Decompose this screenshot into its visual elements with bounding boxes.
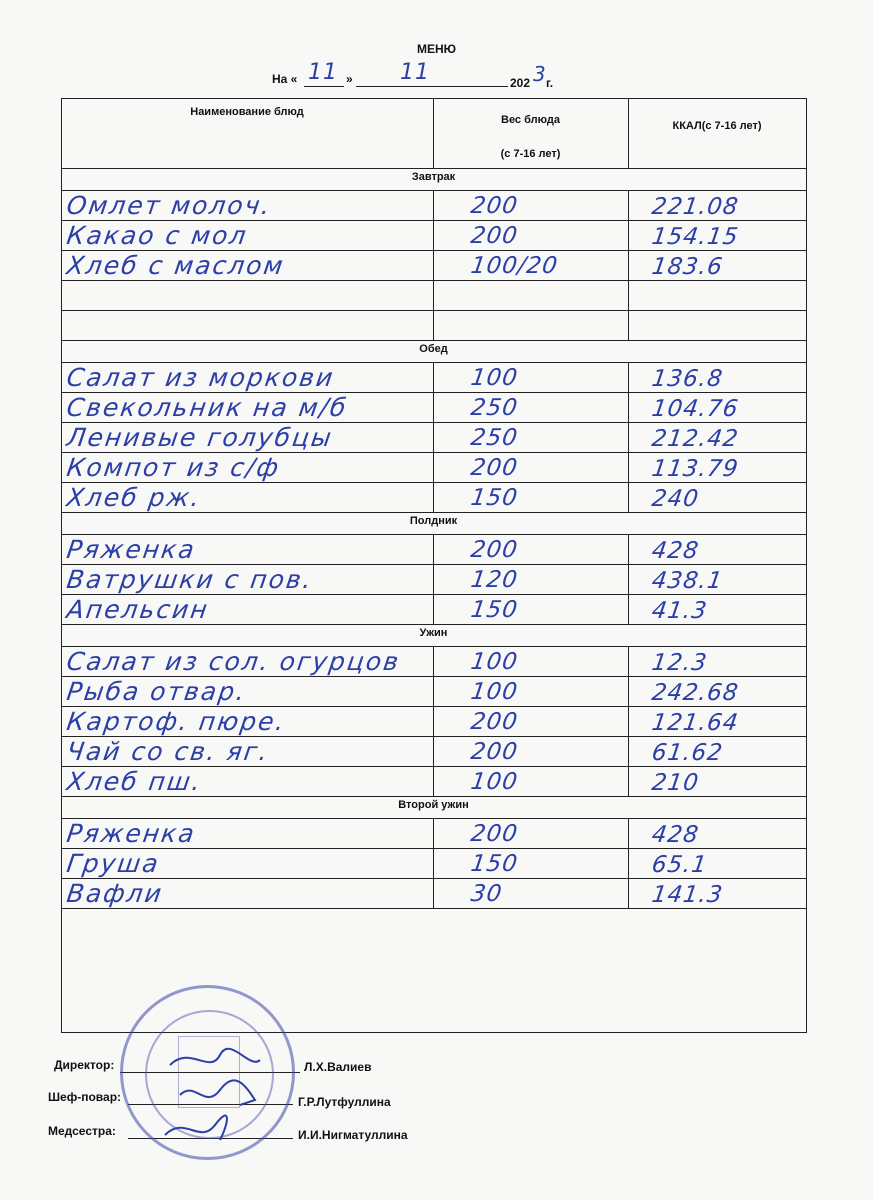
year-prefix: 202: [510, 76, 531, 90]
handwritten-signatures: [160, 1040, 280, 1150]
dish-name: Какао с мол: [64, 221, 250, 250]
chef-name: Г.Р.Лутфуллина: [298, 1095, 391, 1109]
year-digit: 3: [533, 62, 547, 86]
dish-kcal: 136.8: [650, 366, 725, 392]
dish-name: Свекольник на м/б: [64, 393, 350, 422]
dish-kcal: 12.3: [650, 650, 710, 676]
dish-name: Груша: [64, 849, 162, 878]
dish-weight: 200: [469, 223, 520, 249]
dish-name: Хлеб пш.: [64, 767, 205, 796]
nurse-label: Медсестра:: [48, 1124, 116, 1138]
dish-weight: 200: [469, 709, 520, 735]
dish-name: Апельсин: [64, 595, 211, 624]
director-label: Директор:: [54, 1058, 115, 1072]
dish-name: Салат из сол. огурцов: [64, 647, 403, 676]
dish-kcal: 240: [650, 486, 701, 512]
dish-weight: 30: [469, 881, 505, 907]
section-title-snack: Полдник: [409, 515, 458, 527]
col-header-kcal: ККАЛ(с 7-16 лет): [672, 120, 762, 132]
dish-name: Салат из моркови: [64, 363, 337, 392]
date-day: 11: [308, 60, 338, 85]
dish-kcal: 212.42: [650, 426, 741, 452]
dish-name: Вафли: [64, 879, 166, 908]
dish-name: Омлет молоч.: [64, 191, 274, 220]
dish-kcal: 141.3: [650, 882, 725, 908]
dish-kcal: 428: [650, 822, 701, 848]
dish-weight: 200: [469, 193, 520, 219]
dish-kcal: 154.15: [650, 224, 741, 250]
col-header-weight-age: (с 7-16 лет): [500, 148, 561, 160]
dish-name: Хлеб рж.: [64, 483, 204, 512]
dish-name: Компот из с/ф: [64, 453, 283, 482]
dish-weight: 150: [469, 597, 520, 623]
dish-kcal: 41.3: [650, 598, 710, 624]
dish-kcal: 183.6: [650, 254, 725, 280]
director-name: Л.Х.Валиев: [304, 1060, 372, 1074]
dish-weight: 200: [469, 455, 520, 481]
chef-label: Шеф-повар:: [48, 1090, 122, 1104]
dish-name: Рыба отвар.: [64, 677, 249, 706]
section-title-lunch: Обед: [419, 343, 448, 355]
nurse-name: И.И.Нигматуллина: [298, 1128, 408, 1142]
dish-kcal: 210: [650, 770, 701, 796]
dish-kcal: 65.1: [650, 852, 710, 878]
col-header-weight: Вес блюда: [501, 114, 560, 126]
section-title-breakfast: Завтрак: [411, 171, 456, 183]
menu-table: [61, 98, 806, 1032]
col-header-name: Наименование блюд: [190, 106, 304, 118]
date-line: [272, 60, 592, 94]
dish-name: Ряженка: [64, 535, 198, 564]
dish-weight: 100: [469, 769, 520, 795]
dish-kcal: 221.08: [650, 194, 741, 220]
dish-weight: 100: [469, 679, 520, 705]
dish-kcal: 121.64: [650, 710, 741, 736]
dish-kcal: 113.79: [650, 456, 741, 482]
dish-weight: 250: [469, 425, 520, 451]
dish-weight: 200: [469, 537, 520, 563]
dish-weight: 250: [469, 395, 520, 421]
page-title: МЕНЮ: [416, 42, 457, 56]
dish-weight: 120: [469, 567, 520, 593]
dish-weight: 150: [469, 851, 520, 877]
dish-name: Картоф. пюре.: [64, 707, 288, 736]
dish-weight: 100/20: [469, 253, 560, 279]
dish-kcal: 104.76: [650, 396, 741, 422]
dish-name: Ряженка: [64, 819, 198, 848]
date-mid: »: [346, 72, 353, 86]
dish-weight: 100: [469, 649, 520, 675]
dish-weight: 200: [469, 821, 520, 847]
dish-name: Ватрушки с пов.: [64, 565, 315, 594]
dish-kcal: 438.1: [650, 568, 725, 594]
year-suffix: г.: [546, 76, 554, 90]
dish-name: Хлеб с маслом: [64, 251, 287, 280]
dish-weight: 200: [469, 739, 520, 765]
date-month: 11: [400, 60, 430, 85]
dish-name: Чай со св. яг.: [64, 737, 272, 766]
section-title-dinner: Ужин: [419, 627, 448, 639]
dish-kcal: 242.68: [650, 680, 741, 706]
dish-kcal: 428: [650, 538, 701, 564]
dish-weight: 150: [469, 485, 520, 511]
date-prefix: На «: [272, 72, 298, 86]
dish-kcal: 61.62: [650, 740, 725, 766]
dish-name: Ленивые голубцы: [64, 423, 335, 452]
section-title-second-dinner: Второй ужин: [398, 799, 469, 811]
dish-weight: 100: [469, 365, 520, 391]
